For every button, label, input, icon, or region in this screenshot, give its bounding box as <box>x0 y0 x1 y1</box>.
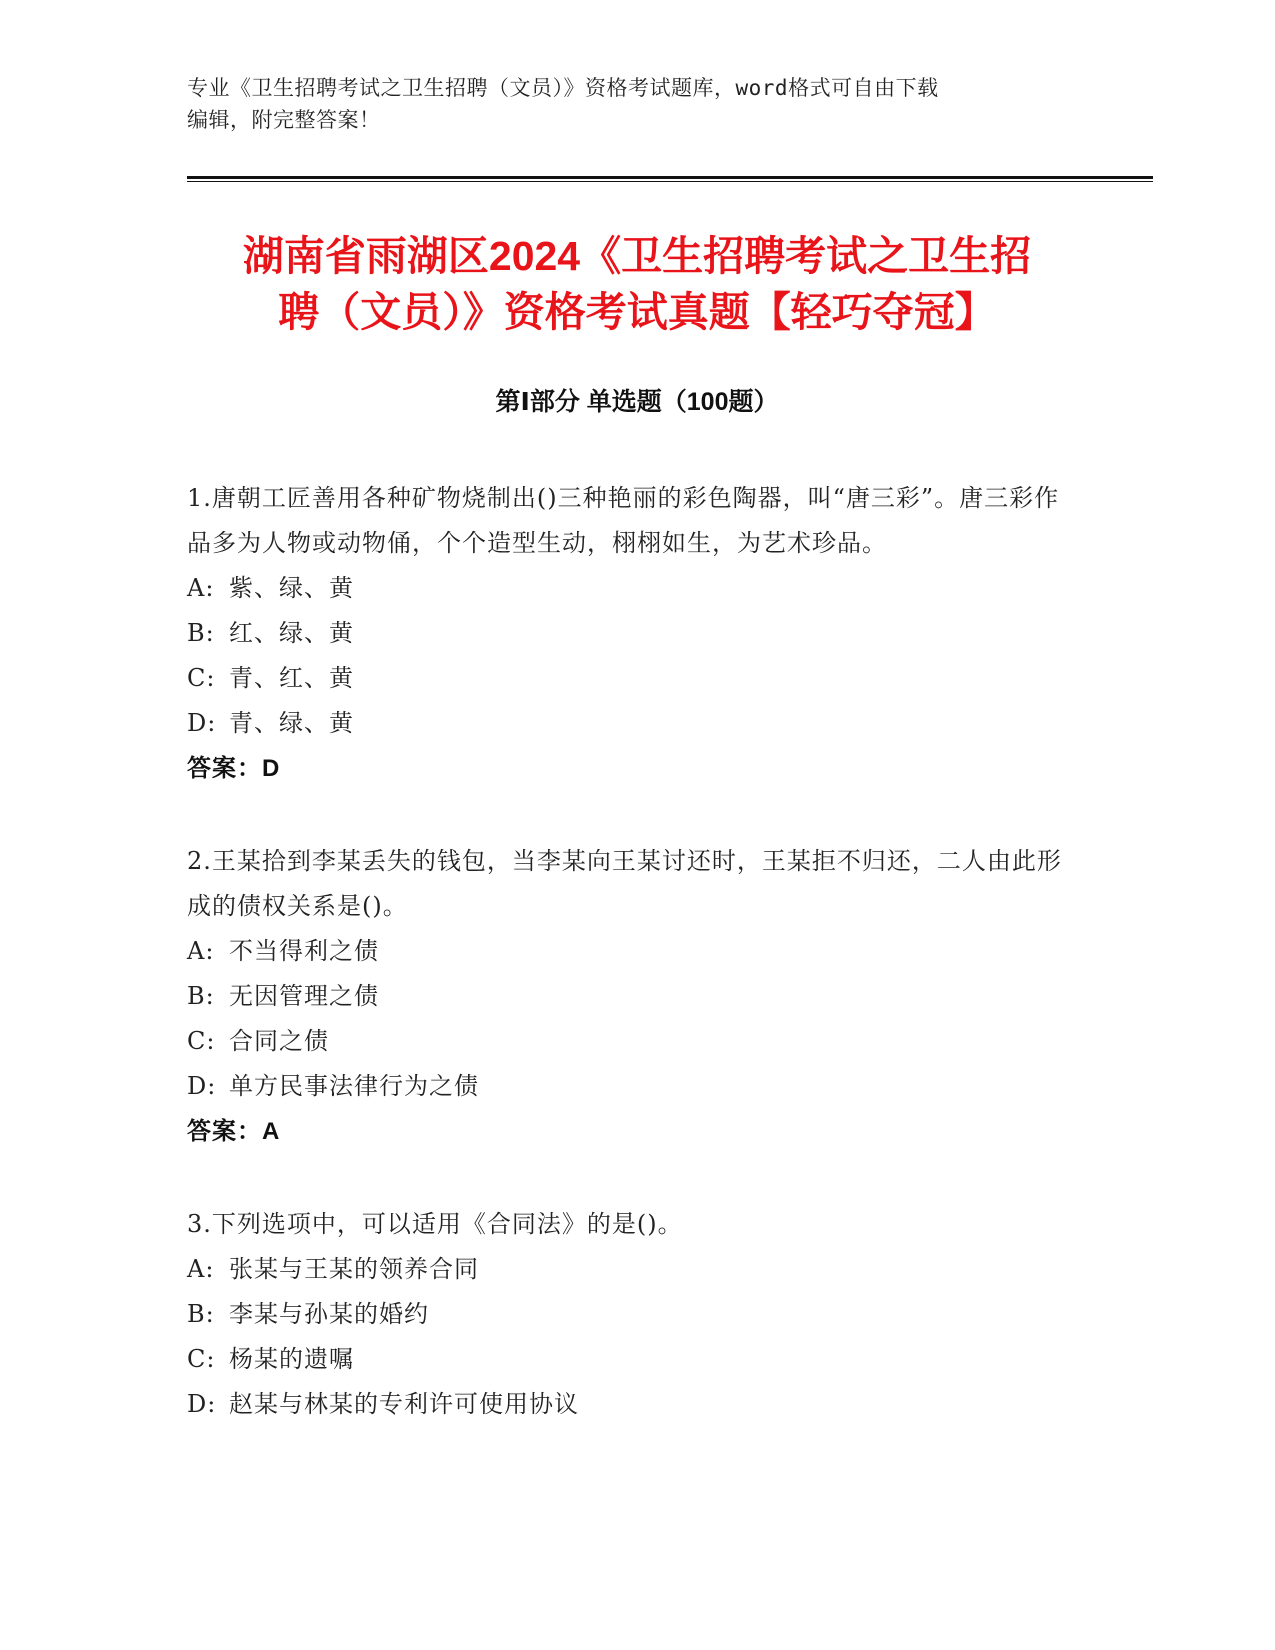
question-2 <box>187 839 1067 1154</box>
header-note-line-2: 编辑，附完整答案！ <box>187 108 381 132</box>
answer-line: 答案：D <box>187 755 281 782</box>
option-text: 红、绿、黄 <box>229 619 354 647</box>
option-text: 张某与王某的领养合同 <box>229 1255 479 1283</box>
option-text: 无因管理之债 <box>229 982 379 1010</box>
section-title: 第Ⅰ部分 单选题（100题） <box>495 388 779 416</box>
header-divider-thick <box>187 176 1153 179</box>
option-text: 紫、绿、黄 <box>229 574 354 602</box>
option-a <box>187 929 1067 974</box>
option-key: C: <box>187 664 216 692</box>
option-text: 青、红、黄 <box>229 664 354 692</box>
option-key: D: <box>187 1072 217 1100</box>
option-key: C: <box>187 1027 216 1055</box>
option-key: A: <box>187 937 215 965</box>
option-key: A: <box>187 1255 215 1283</box>
option-text: 李某与孙某的婚约 <box>229 1300 429 1328</box>
option-key: B: <box>187 982 215 1010</box>
document-title-line-2: 聘（文员）》资格考试真题【轻巧夺冠】 <box>278 289 996 335</box>
question-list <box>187 476 1067 1475</box>
option-c <box>187 656 1067 701</box>
option-text: 不当得利之债 <box>229 937 379 965</box>
header-note-line-1: 专业《卫生招聘考试之卫生招聘（文员）》资格考试题库，word格式可自由下载 <box>187 76 939 100</box>
answer-line: 答案：A <box>187 1118 281 1145</box>
header-divider-thin <box>187 181 1153 182</box>
option-text: 赵某与林某的专利许可使用协议 <box>229 1390 579 1418</box>
option-text: 杨某的遗嘱 <box>229 1345 354 1373</box>
option-key: B: <box>187 1300 215 1328</box>
option-d <box>187 1382 1067 1427</box>
option-a <box>187 566 1067 611</box>
option-a <box>187 1247 1067 1292</box>
option-key: D: <box>187 709 217 737</box>
option-key: C: <box>187 1345 216 1373</box>
document-title <box>187 228 1087 340</box>
question-stem: 2.王某拾到李某丢失的钱包，当李某向王某讨还时，王某拒不归还，二人由此形成的债权关系是()。 <box>187 847 1062 920</box>
option-key: B: <box>187 619 215 647</box>
option-text: 青、绿、黄 <box>229 709 354 737</box>
option-d <box>187 1064 1067 1109</box>
option-b <box>187 611 1067 656</box>
question-stem: 1.唐朝工匠善用各种矿物烧制出()三种艳丽的彩色陶器，叫“唐三彩”。唐三彩作品多为人物或动物俑，个个造型生动，栩栩如生，为艺术珍品。 <box>187 484 1060 557</box>
option-key: D: <box>187 1390 217 1418</box>
option-text: 合同之债 <box>229 1027 329 1055</box>
question-stem: 3.下列选项中，可以适用《合同法》的是()。 <box>187 1210 683 1238</box>
option-c <box>187 1019 1067 1064</box>
option-d <box>187 701 1067 746</box>
option-text: 单方民事法律行为之债 <box>229 1072 479 1100</box>
option-b <box>187 974 1067 1019</box>
header-note <box>187 72 1087 136</box>
question-3 <box>187 1202 1067 1427</box>
question-1 <box>187 476 1067 791</box>
document-title-line-1: 湖南省雨湖区2024《卫生招聘考试之卫生招 <box>242 233 1032 279</box>
option-c <box>187 1337 1067 1382</box>
option-b <box>187 1292 1067 1337</box>
option-key: A: <box>187 574 215 602</box>
